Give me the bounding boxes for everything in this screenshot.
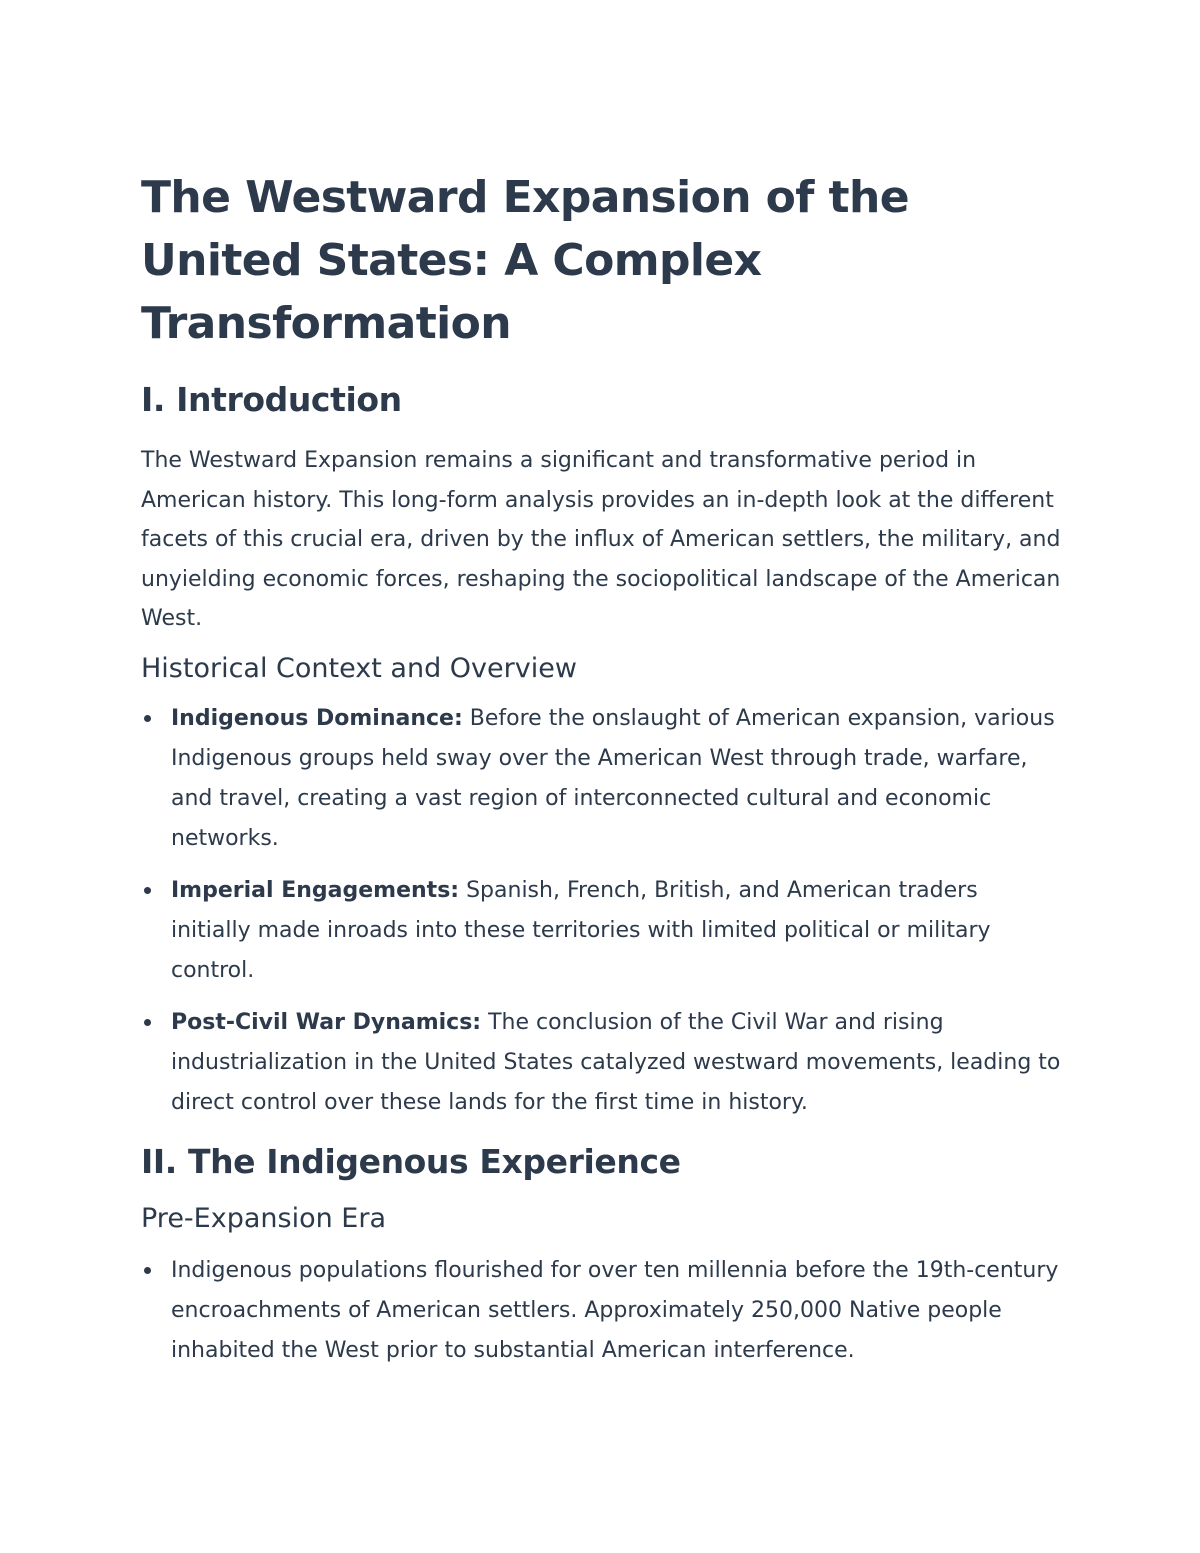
list-item-text: The conclusion of the Civil War and rising industrialization in the United States catalyzed westward movements, leading to direct control over these lands for the first time in history. (171, 1009, 1061, 1115)
list-item-term: Post-Civil War Dynamics: (171, 1009, 482, 1035)
list-item-text: Indigenous populations flourished for over ten millennia before the 19th-century encroachments of American settlers. Approximately 250,000 Native people inhabited the West prior to substantial American interference. (171, 1257, 1059, 1363)
list-item (141, 871, 1061, 991)
subsection-heading-historical-context: Historical Context and Overview (141, 652, 577, 684)
list-item-term: Indigenous Dominance: (171, 705, 463, 731)
bullet-icon (144, 1267, 151, 1274)
document-title: The Westward Expansion of the United States: A Complex Transformation (141, 172, 909, 349)
list-item-term: Imperial Engagements: (171, 877, 460, 903)
bullet-icon (144, 1019, 151, 1026)
list-item-text: Spanish, French, British, and American traders initially made inroads into these territories with limited political or military control. (171, 877, 991, 983)
introduction-paragraph: The Westward Expansion remains a significant and transformative period in American history. This long-form analysis provides an in-depth look at the different facets of this crucial era, driven by the influx of American settlers, the military, and unyielding economic forces, reshaping the sociopolitical landscape of the American West. (141, 448, 1061, 631)
pre-expansion-list (141, 1251, 1061, 1371)
list-item (141, 1251, 1061, 1371)
bullet-icon (144, 715, 151, 722)
list-item (141, 1003, 1061, 1123)
section-heading-introduction: I. Introduction (141, 380, 402, 419)
document-page (141, 166, 1061, 1383)
bullet-icon (144, 887, 151, 894)
subsection-heading-pre-expansion: Pre-Expansion Era (141, 1202, 386, 1234)
section-heading-indigenous-experience: II. The Indigenous Experience (141, 1141, 681, 1181)
historical-context-list (141, 699, 1061, 1123)
list-item (141, 699, 1061, 859)
list-item-text: Before the onslaught of American expansion, various Indigenous groups held sway over the American West through trade, warfare, and travel, creating a vast region of interconnected cultural and economic networks. (171, 705, 1055, 851)
